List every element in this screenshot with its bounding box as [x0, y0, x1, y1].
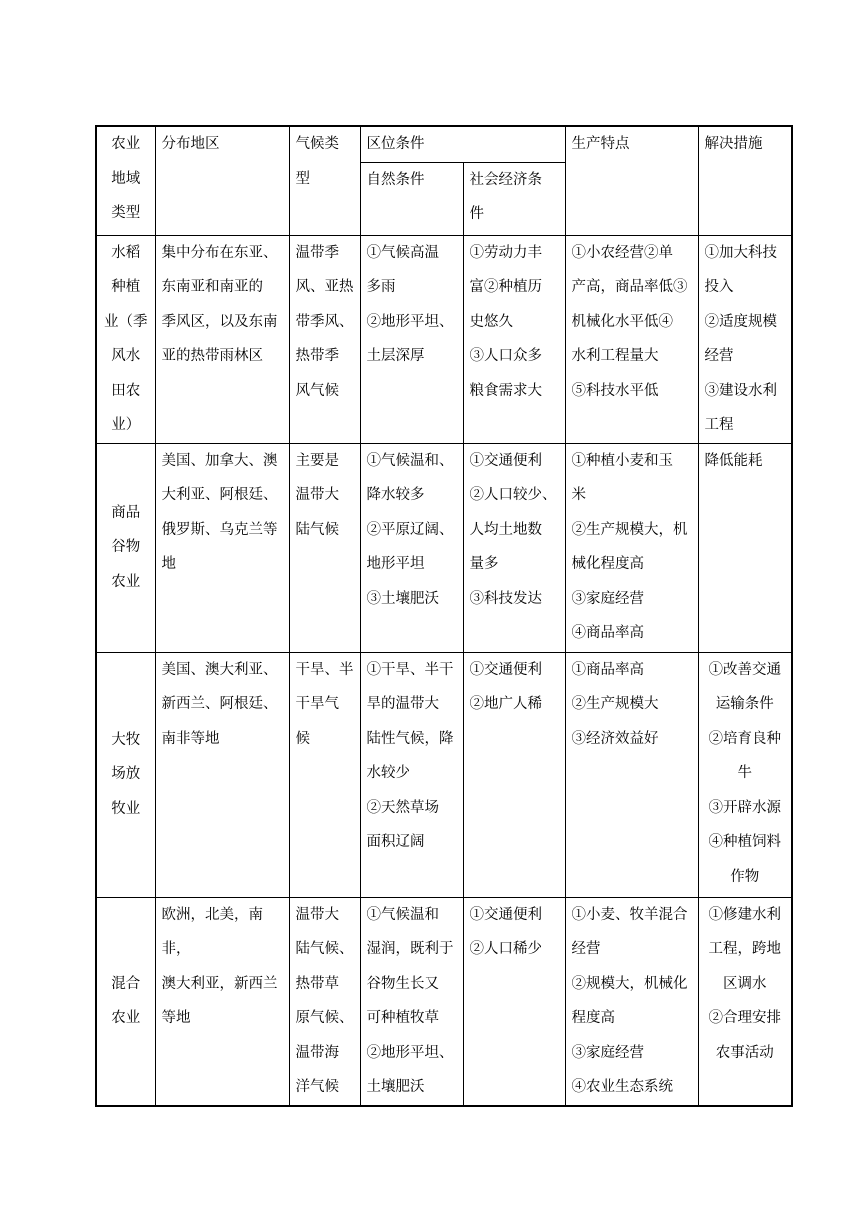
- row-region: 集中分布在东亚、 东南亚和南亚的 季风区，以及东南 亚的热带雨林区: [155, 235, 289, 443]
- header-type: 农业 地域 类型: [96, 126, 155, 235]
- row-production: ①种植小麦和玉 米 ②生产规模大，机 械化程度高 ③家庭经营 ④商品率高: [565, 443, 698, 652]
- header-region: 分布地区: [155, 126, 289, 235]
- table-row: [96, 443, 792, 652]
- row-type: 商品 谷物 农业: [96, 443, 155, 652]
- row-production: ①小农经营②单 产高，商品率低③ 机械化水平低④ 水利工程量大 ⑤科技水平低: [565, 235, 698, 443]
- row-social: ①交通便利 ②地广人稀: [463, 652, 565, 897]
- row-measures: ①改善交通 运输条件 ②培育良种 牛 ③开辟水源 ④种植饲料 作物: [698, 652, 792, 897]
- table-row: [96, 652, 792, 897]
- agriculture-table: [95, 125, 793, 1107]
- row-type: 水稻 种植 业（季 风水 田农 业）: [96, 235, 155, 443]
- row-climate: 主要是 温带大 陆气候: [289, 443, 360, 652]
- row-natural: ①气候温和 湿润，既利于 谷物生长又 可种植牧草 ②地形平坦、 土壤肥沃: [360, 897, 463, 1106]
- header-production: 生产特点: [565, 126, 698, 235]
- row-region: 美国、澳大利亚、 新西兰、阿根廷、 南非等地: [155, 652, 289, 897]
- row-type: 混合 农业: [96, 897, 155, 1106]
- header-climate: 气候类 型: [289, 126, 360, 235]
- row-climate: 温带季 风、亚热 带季风、 热带季 风气候: [289, 235, 360, 443]
- row-measures: ①加大科技 投入 ②适度规模 经营 ③建设水利 工程: [698, 235, 792, 443]
- row-measures: ①修建水利 工程，跨地 区调水 ②合理安排 农事活动: [698, 897, 792, 1106]
- header-social: 社会经济条 件: [463, 162, 565, 235]
- header-location: 区位条件: [360, 126, 565, 162]
- row-region: 欧洲，北美，南非， 澳大利亚，新西兰 等地: [155, 897, 289, 1106]
- row-production: ①小麦、牧羊混合 经营 ②规模大，机械化 程度高 ③家庭经营 ④农业生态系统: [565, 897, 698, 1106]
- row-production: ①商品率高 ②生产规模大 ③经济效益好: [565, 652, 698, 897]
- header-natural: 自然条件: [360, 162, 463, 235]
- row-measures: 降低能耗: [698, 443, 792, 652]
- row-climate: 干旱、半 干旱气 候: [289, 652, 360, 897]
- row-social: ①劳动力丰 富②种植历 史悠久 ③人口众多 粮食需求大: [463, 235, 565, 443]
- header-row: [96, 126, 792, 162]
- row-social: ①交通便利 ②人口较少、 人均土地数 量多 ③科技发达: [463, 443, 565, 652]
- row-climate: 温带大 陆气候、 热带草 原气候、 温带海 洋气候: [289, 897, 360, 1106]
- table-row: [96, 897, 792, 1106]
- row-natural: ①气候高温 多雨 ②地形平坦、 土层深厚: [360, 235, 463, 443]
- row-social: ①交通便利 ②人口稀少: [463, 897, 565, 1106]
- row-type: 大牧 场放 牧业: [96, 652, 155, 897]
- row-region: 美国、加拿大、澳 大利亚、阿根廷、 俄罗斯、乌克兰等 地: [155, 443, 289, 652]
- row-natural: ①气候温和、 降水较多 ②平原辽阔、 地形平坦 ③土壤肥沃: [360, 443, 463, 652]
- table-row: [96, 235, 792, 443]
- header-measures: 解决措施: [698, 126, 792, 235]
- row-natural: ①干旱、半干 旱的温带大 陆性气候，降 水较少 ②天然草场 面积辽阔: [360, 652, 463, 897]
